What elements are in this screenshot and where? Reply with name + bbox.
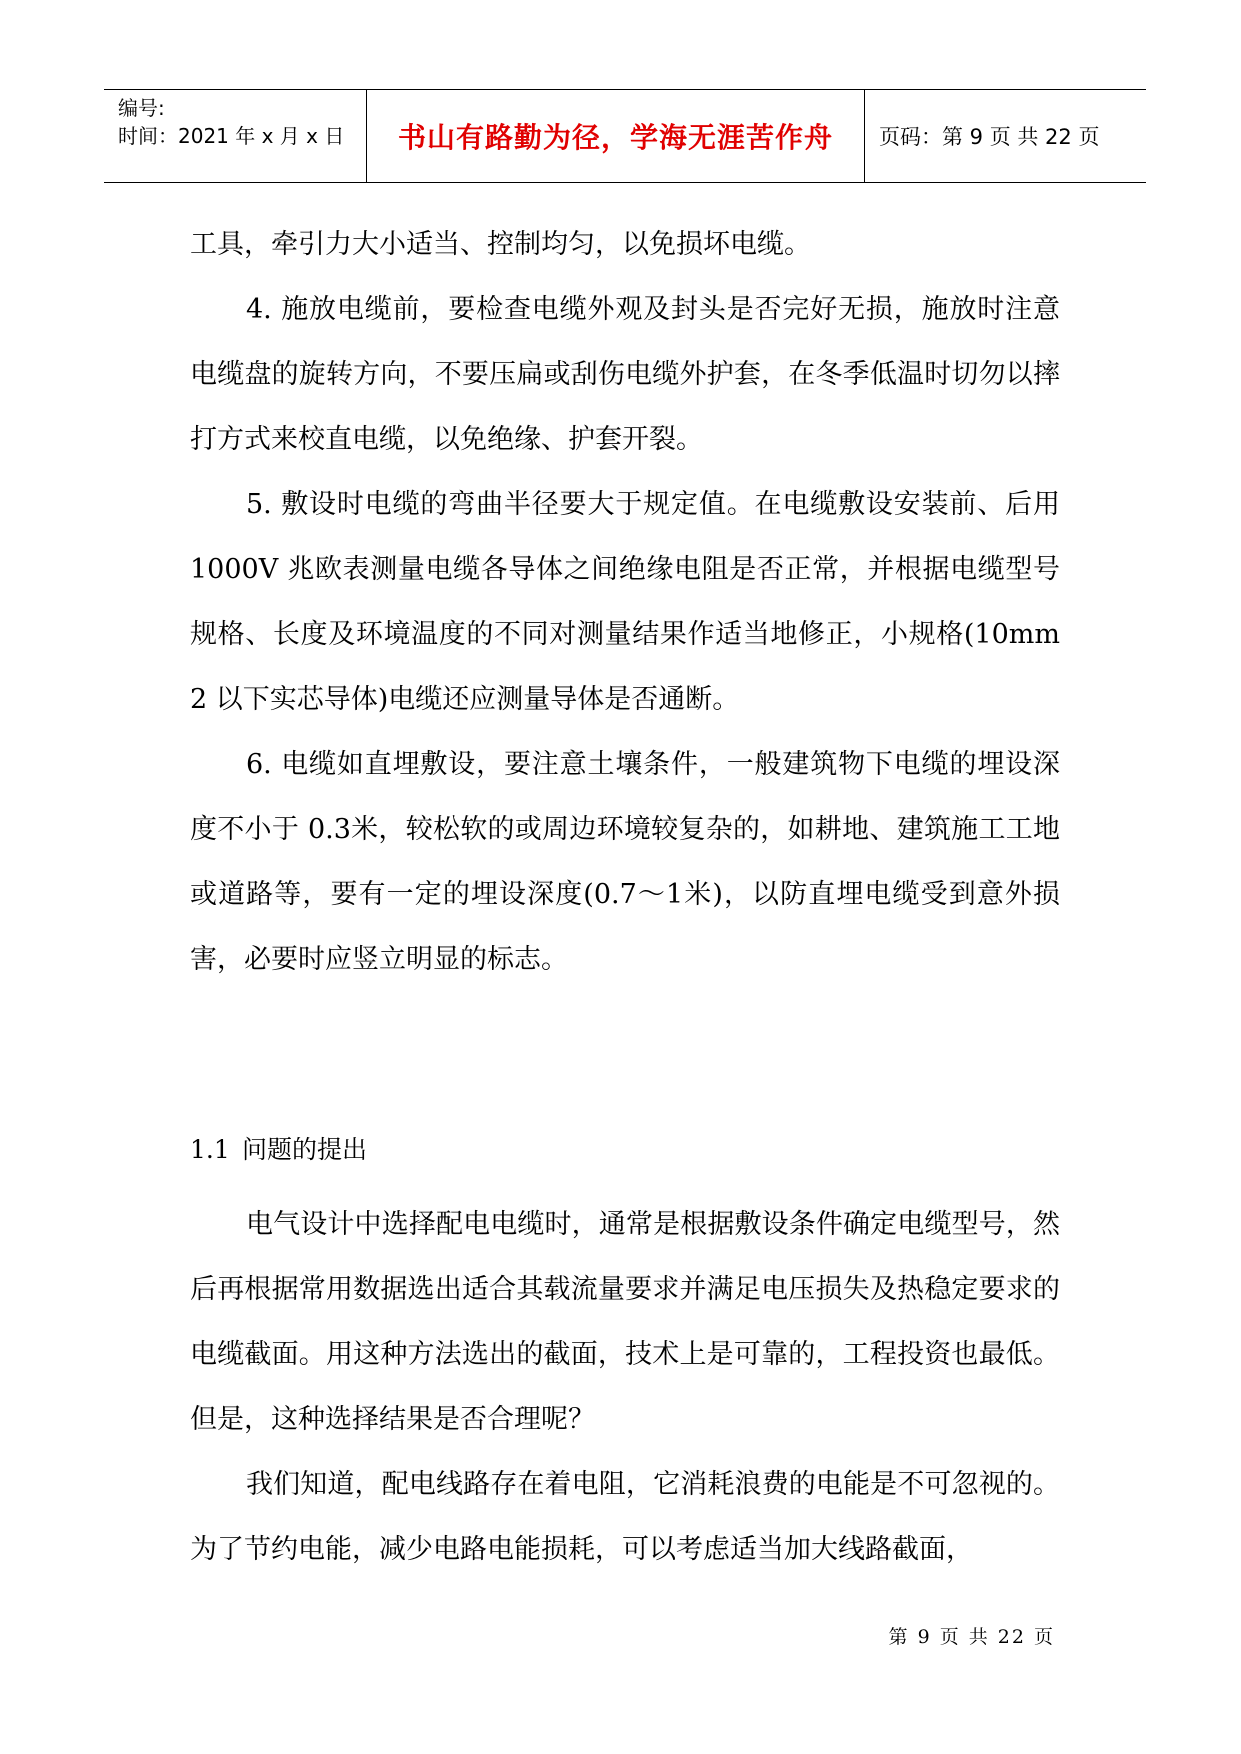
paragraph-item-5: 5. 敷设时电缆的弯曲半径要大于规定值。在电缆敷设安装前、后用 1000V 兆欧表测量电缆各导体之间绝缘电阻是否正常，并根据电缆型号规格、长度及环境温度的不同对测量结果作适当地修正，小规格(10mm 2 以下实芯导体)电缆还应测量导体是否通断。 [190, 489, 1060, 715]
header-motto-cell [367, 90, 865, 182]
section-body [190, 1192, 1060, 1582]
document-date: 时间：2021 年 x 月 x 日 [118, 124, 345, 148]
section-heading [190, 1130, 367, 1170]
section-number: 1.1 [190, 1135, 230, 1164]
section-paragraph-1: 电气设计中选择配电电缆时，通常是根据敷设条件确定电缆型号，然后再根据常用数据选出适合其载流量要求并满足电压损失及热稳定要求的电缆截面。用这种方法选出的截面，技术上是可靠的，工程投资也最低。但是，这种选择结果是否合理呢？ [190, 1209, 1060, 1435]
page-code-text: 页码：第 9 页 共 22 页 [879, 125, 1100, 149]
section-title: 问题的提出 [242, 1135, 368, 1164]
header-page-code [865, 90, 1146, 182]
body-text [190, 212, 1060, 992]
page-footer: 第 9 页 共 22 页 [888, 1626, 1055, 1648]
paragraph-item-6: 6. 电缆如直埋敷设，要注意土壤条件，一般建筑物下电缆的埋设深度不小于 0.3米，较松软的或周边环境较复杂的，如耕地、建筑施工工地或道路等，要有一定的埋设深度(0.7～1米)，以防直埋电缆受到意外损害，必要时应竖立明显的标志。 [190, 749, 1060, 975]
document-number-label: 编号: [118, 96, 165, 120]
document-header [104, 89, 1146, 183]
header-meta [104, 90, 367, 182]
section-paragraph-2: 我们知道，配电线路存在着电阻，它消耗浪费的电能是不可忽视的。为了节约电能，减少电路电能损耗，可以考虑适当加大线路截面， [190, 1469, 1060, 1565]
paragraph-item-4: 4. 施放电缆前，要检查电缆外观及封头是否完好无损，施放时注意电缆盘的旋转方向，不要压扁或刮伤电缆外护套，在冬季低温时切勿以摔打方式来校直电缆，以免绝缘、护套开裂。 [190, 294, 1060, 455]
paragraph-tools: 工具，牵引力大小适当、控制均匀，以免损坏电缆。 [190, 229, 811, 260]
header-motto: 书山有路勤为径，学海无涯苦作舟 [397, 121, 833, 154]
